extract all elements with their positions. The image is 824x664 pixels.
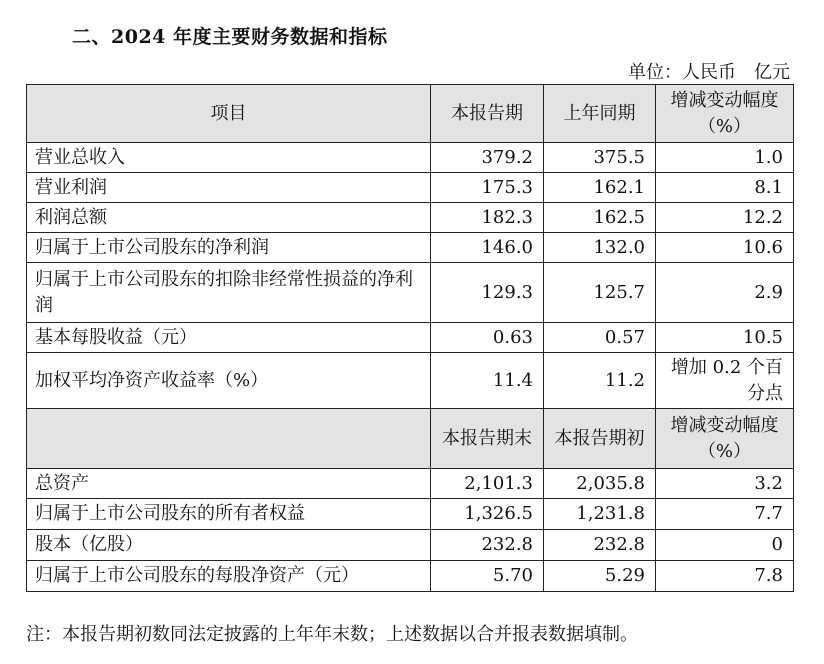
row-change: 7.8 — [656, 561, 794, 592]
table-row — [27, 203, 794, 233]
table-row — [27, 233, 794, 263]
header-change: 增减变动幅度（%） — [656, 85, 794, 143]
row-change: 1.0 — [656, 143, 794, 173]
row-item: 总资产 — [27, 469, 431, 499]
table-row — [27, 263, 794, 323]
row-item: 股本（亿股） — [27, 530, 431, 561]
table-header-row — [27, 85, 794, 143]
row-current: 146.0 — [431, 233, 544, 263]
table-row — [27, 530, 794, 561]
subheader-current: 本报告期末 — [431, 409, 544, 469]
row-current: 129.3 — [431, 263, 544, 323]
row-item: 基本每股收益（元） — [27, 323, 431, 353]
unit-label: 单位：人民币 亿元 — [628, 62, 790, 83]
table-subheader-row — [27, 409, 794, 469]
row-prior: 125.7 — [544, 263, 656, 323]
row-prior: 2,035.8 — [544, 469, 656, 499]
row-current: 232.8 — [431, 530, 544, 561]
row-current: 175.3 — [431, 173, 544, 203]
row-prior: 375.5 — [544, 143, 656, 173]
header-item: 项目 — [27, 85, 431, 143]
table-row — [27, 173, 794, 203]
row-change: 10.5 — [656, 323, 794, 353]
row-change: 10.6 — [656, 233, 794, 263]
row-prior: 11.2 — [544, 353, 656, 409]
section-heading: 二、2024 年度主要财务数据和指标 — [72, 26, 388, 48]
row-item: 营业利润 — [27, 173, 431, 203]
row-current: 11.4 — [431, 353, 544, 409]
row-prior: 162.1 — [544, 173, 656, 203]
row-item: 归属于上市公司股东的净利润 — [27, 233, 431, 263]
row-item: 营业总收入 — [27, 143, 431, 173]
subheader-item — [27, 409, 431, 469]
row-change: 8.1 — [656, 173, 794, 203]
row-prior: 132.0 — [544, 233, 656, 263]
row-current: 182.3 — [431, 203, 544, 233]
row-change: 2.9 — [656, 263, 794, 323]
row-current: 5.70 — [431, 561, 544, 592]
row-current: 379.2 — [431, 143, 544, 173]
table-row — [27, 353, 794, 409]
financial-table — [26, 84, 794, 592]
row-current: 0.63 — [431, 323, 544, 353]
row-prior: 0.57 — [544, 323, 656, 353]
row-current: 1,326.5 — [431, 499, 544, 530]
row-change: 12.2 — [656, 203, 794, 233]
row-item: 归属于上市公司股东的每股净资产（元） — [27, 561, 431, 592]
row-change: 0 — [656, 530, 794, 561]
row-change: 增加 0.2 个百分点 — [656, 353, 794, 409]
row-prior: 1,231.8 — [544, 499, 656, 530]
row-item: 利润总额 — [27, 203, 431, 233]
header-current: 本报告期 — [431, 85, 544, 143]
table-row — [27, 561, 794, 592]
row-item: 归属于上市公司股东的扣除非经常性损益的净利润 — [27, 263, 431, 323]
row-item: 归属于上市公司股东的所有者权益 — [27, 499, 431, 530]
row-current: 2,101.3 — [431, 469, 544, 499]
header-prior: 上年同期 — [544, 85, 656, 143]
table-row — [27, 469, 794, 499]
row-prior: 5.29 — [544, 561, 656, 592]
table-row — [27, 323, 794, 353]
row-change: 7.7 — [656, 499, 794, 530]
subheader-prior: 本报告期初 — [544, 409, 656, 469]
table-row — [27, 499, 794, 530]
table-row — [27, 143, 794, 173]
row-prior: 232.8 — [544, 530, 656, 561]
row-prior: 162.5 — [544, 203, 656, 233]
row-change: 3.2 — [656, 469, 794, 499]
subheader-change: 增减变动幅度（%） — [656, 409, 794, 469]
footnote: 注：本报告期初数同法定披露的上年年末数；上述数据以合并报表数据填制。 — [26, 624, 638, 645]
row-item: 加权平均净资产收益率（%） — [27, 353, 431, 409]
